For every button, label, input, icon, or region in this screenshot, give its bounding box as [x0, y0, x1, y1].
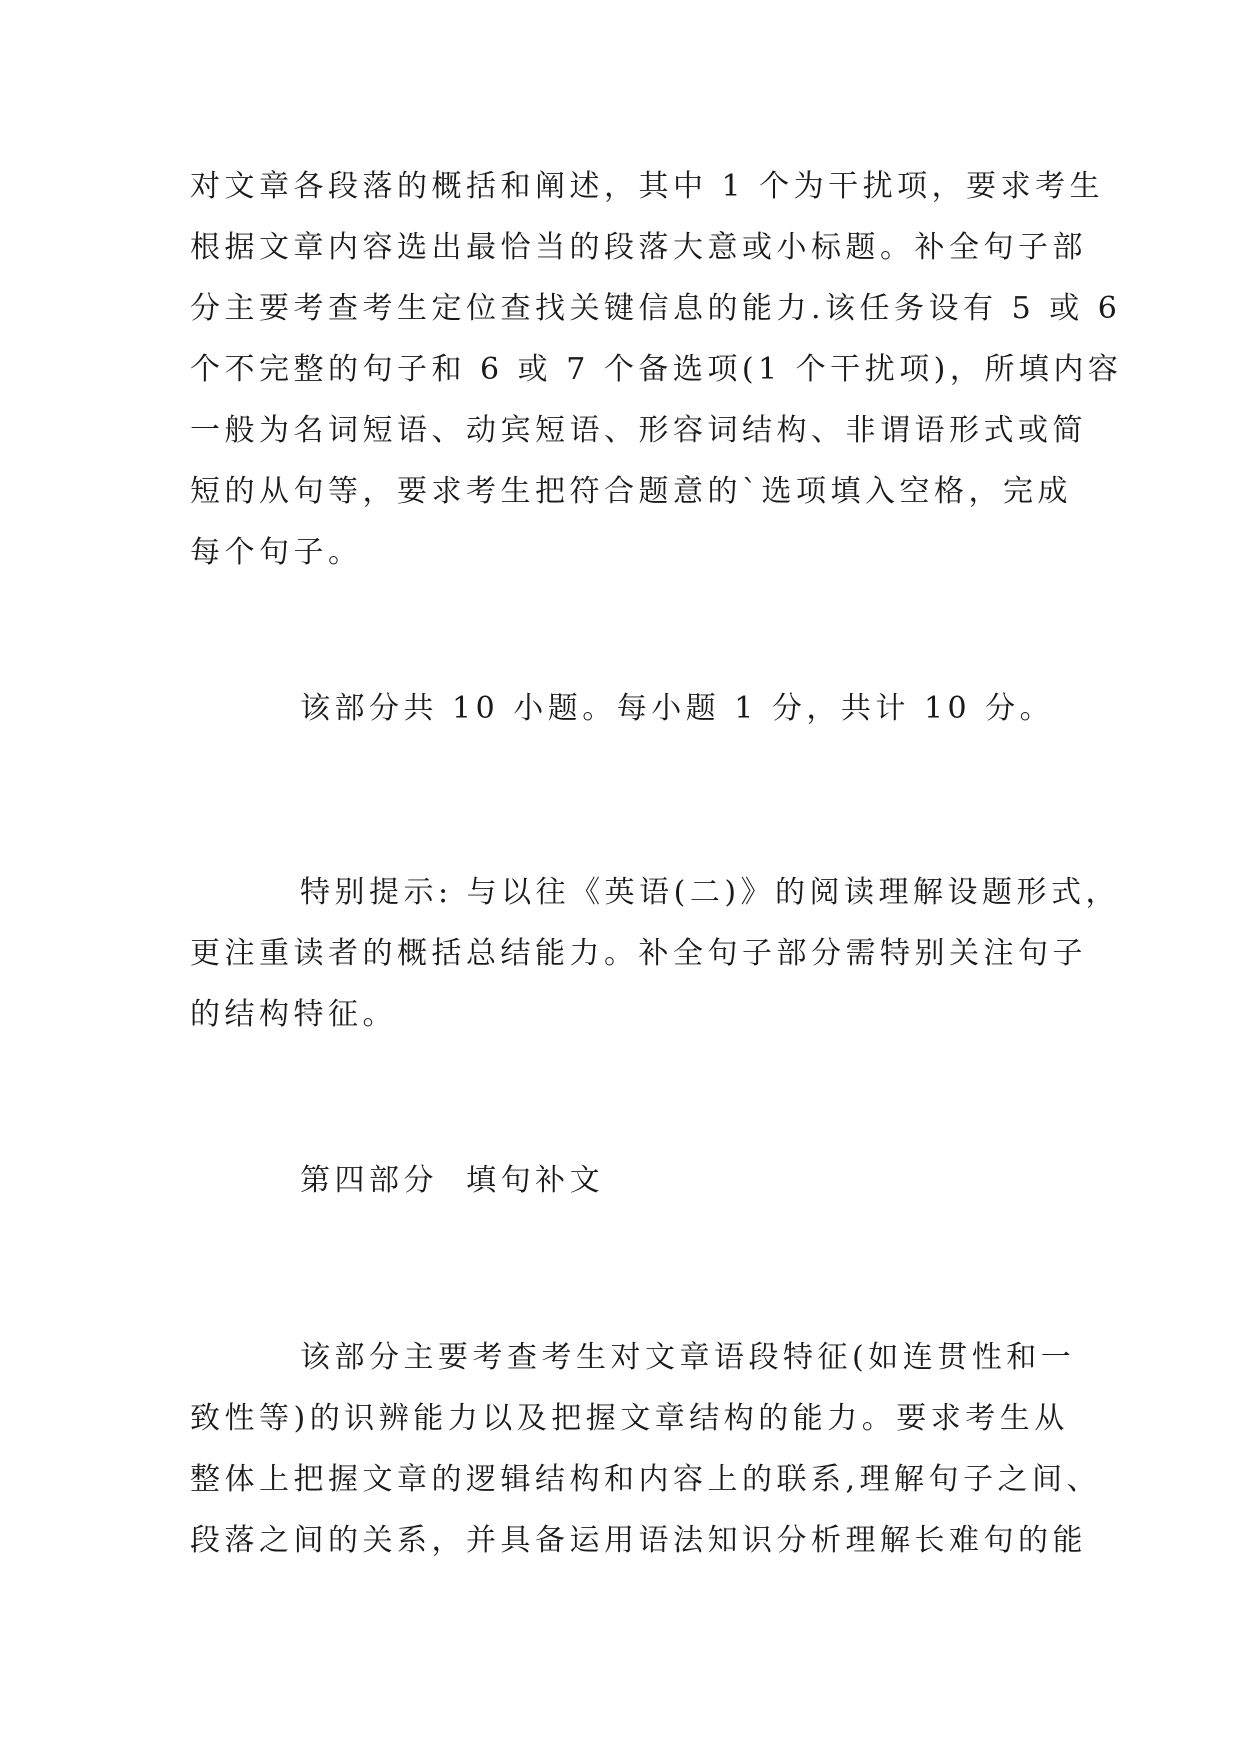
text-line: 个不完整的句子和 6 或 7 个备选项(1 个干扰项)，所填内容 [190, 352, 1123, 387]
text-line: 致性等)的识辨能力以及把握文章结构的能力。要求考生从 [190, 1401, 1069, 1436]
text-line: 短的从句等，要求考生把符合题意的`选项填入空格，完成 [190, 474, 1072, 509]
section-heading [190, 1150, 1050, 1211]
text-line: 整体上把握文章的逻辑结构和内容上的联系,理解句子之间、 [190, 1462, 1102, 1497]
paragraph-reading-task-description [190, 156, 1123, 583]
text-line: 一般为名词短语、动宾短语、形容词结构、非谓语形式或简 [190, 413, 1087, 448]
text-line: 该部分共 10 小题。每小题 1 分，共计 10 分。 [300, 691, 1055, 726]
paragraph-special-note [190, 862, 1121, 1045]
text-line: 段落之间的关系，并具备运用语法知识分析理解长难句的能 [190, 1523, 1087, 1558]
paragraph-part-four-description [190, 1327, 1102, 1571]
text-line: 对文章各段落的概括和阐述，其中 1 个为干扰项，要求考生 [190, 169, 1105, 204]
text-line: 分主要考查考生定位查找关键信息的能力.该任务设有 5 或 6 [190, 291, 1122, 326]
text-line: 该部分主要考查考生对文章语段特征(如连贯性和一 [300, 1340, 1076, 1375]
text-line: 的结构特征。 [190, 997, 397, 1032]
heading-text: 第四部分 填句补文 [300, 1163, 605, 1198]
text-line: 每个句子。 [190, 535, 363, 570]
text-line: 根据文章内容选出最恰当的段落大意或小标题。补全句子部 [190, 230, 1087, 265]
text-line: 更注重读者的概括总结能力。补全句子部分需特别关注句子 [190, 936, 1087, 971]
text-line: 特别提示: 与以往《英语(二)》的阅读理解设题形式， [300, 875, 1121, 910]
paragraph-scoring [190, 678, 1055, 739]
